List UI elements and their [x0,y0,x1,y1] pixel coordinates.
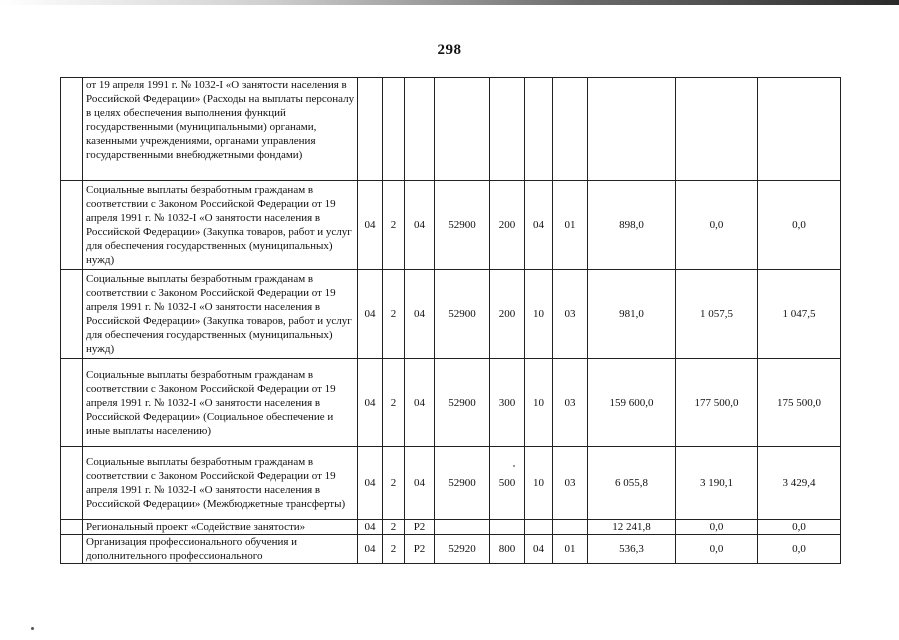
table-row[interactable] [61,270,841,359]
row-marker-cell [61,78,83,181]
program-code: 2 [383,181,405,270]
scan-dot [31,627,34,630]
row-name: Региональный проект «Содействие занятости» [83,520,358,535]
section-code: 10 [525,359,553,447]
direction-code: 52900 [435,181,490,270]
section-code: 04 [525,535,553,564]
program-code [383,78,405,181]
direction-code: 52900 [435,270,490,359]
table-row[interactable] [61,181,841,270]
expense-type-code [490,78,525,181]
row-name: Организация профессионального обучения и дополнительного профессионального [83,535,358,564]
table-row[interactable] [61,78,841,181]
subsection-code [553,78,588,181]
section-code: 10 [525,270,553,359]
section-code: 04 [525,181,553,270]
row-marker-cell [61,359,83,447]
amount-year-2: 1 057,5 [676,270,758,359]
amount-year-1: 898,0 [588,181,676,270]
amount-year-2: 0,0 [676,181,758,270]
row-name: Социальные выплаты безработным гражданам в соответствии с Законом Российской Федерации от 19 апреля 1991 г. № 1032-I «О занятости населения в Российской Федерации» (Закупка товаров, работ и услуг для обеспечения государственных (муниципальных) нужд) [83,181,358,270]
row-name: от 19 апреля 1991 г. № 1032-I «О занятости населения в Российской Федерации» (Расходы на выплаты персоналу в целях обеспечения выполнения функций государственными (муниципальными) органами, казенными учреждениями, органами управления государственными внебюджетными фондами) [83,78,358,181]
amount-year-3 [758,78,841,181]
amount-year-2: 0,0 [676,535,758,564]
subprogram-code: 04 [405,270,435,359]
row-name: Социальные выплаты безработным гражданам в соответствии с Законом Российской Федерации от 19 апреля 1991 г. № 1032-I «О занятости населения в Российской Федерации» (Социальное обеспечение и иные выплаты населению) [83,359,358,447]
table-row[interactable] [61,359,841,447]
amount-year-1 [588,78,676,181]
program-code: 2 [383,359,405,447]
expense-type-code: 800 [490,535,525,564]
amount-year-1: 159 600,0 [588,359,676,447]
subprogram-code: P2 [405,535,435,564]
chapter-code [358,78,383,181]
scan-speck [513,465,515,467]
amount-year-3: 3 429,4 [758,447,841,520]
program-code: 2 [383,447,405,520]
section-code: 10 [525,447,553,520]
expense-type-code: 200 [490,270,525,359]
amount-year-1: 12 241,8 [588,520,676,535]
subsection-code: 01 [553,181,588,270]
subsection-code: 01 [553,535,588,564]
chapter-code: 04 [358,520,383,535]
subsection-code [553,520,588,535]
subprogram-code: 04 [405,181,435,270]
chapter-code: 04 [358,447,383,520]
row-marker-cell [61,270,83,359]
amount-year-2 [676,78,758,181]
program-code: 2 [383,535,405,564]
row-marker-cell [61,520,83,535]
subprogram-code: 04 [405,447,435,520]
direction-code [435,78,490,181]
amount-year-1: 6 055,8 [588,447,676,520]
amount-year-2: 177 500,0 [676,359,758,447]
direction-code: 52920 [435,535,490,564]
amount-year-3: 175 500,0 [758,359,841,447]
amount-year-2: 0,0 [676,520,758,535]
section-code [525,520,553,535]
top-edge-rule [0,0,899,5]
amount-year-3: 0,0 [758,535,841,564]
row-name: Социальные выплаты безработным гражданам в соответствии с Законом Российской Федерации от 19 апреля 1991 г. № 1032-I «О занятости населения в Российской Федерации» (Межбюджетные трансферты) [83,447,358,520]
row-name: Социальные выплаты безработным гражданам в соответствии с Законом Российской Федерации от 19 апреля 1991 г. № 1032-I «О занятости населения в Российской Федерации» (Закупка товаров, работ и услуг для обеспечения государственных (муниципальных) нужд) [83,270,358,359]
expense-type-code: 500 [490,447,525,520]
chapter-code: 04 [358,181,383,270]
direction-code: 52900 [435,359,490,447]
subsection-code: 03 [553,447,588,520]
direction-code [435,520,490,535]
chapter-code: 04 [358,359,383,447]
table-row[interactable] [61,520,841,535]
expense-type-code [490,520,525,535]
chapter-code: 04 [358,535,383,564]
row-marker-cell [61,447,83,520]
subprogram-code: P2 [405,520,435,535]
expense-type-code: 200 [490,181,525,270]
direction-code: 52900 [435,447,490,520]
subsection-code: 03 [553,270,588,359]
table-row[interactable] [61,535,841,564]
table-row[interactable] [61,447,841,520]
subsection-code: 03 [553,359,588,447]
amount-year-1: 981,0 [588,270,676,359]
section-code [525,78,553,181]
budget-table [60,77,841,564]
row-marker-cell [61,181,83,270]
program-code: 2 [383,270,405,359]
amount-year-2: 3 190,1 [676,447,758,520]
amount-year-3: 0,0 [758,520,841,535]
subprogram-code: 04 [405,359,435,447]
amount-year-1: 536,3 [588,535,676,564]
subprogram-code [405,78,435,181]
expense-type-code: 300 [490,359,525,447]
program-code: 2 [383,520,405,535]
amount-year-3: 1 047,5 [758,270,841,359]
amount-year-3: 0,0 [758,181,841,270]
row-marker-cell [61,535,83,564]
chapter-code: 04 [358,270,383,359]
page-number: 298 [437,42,462,58]
